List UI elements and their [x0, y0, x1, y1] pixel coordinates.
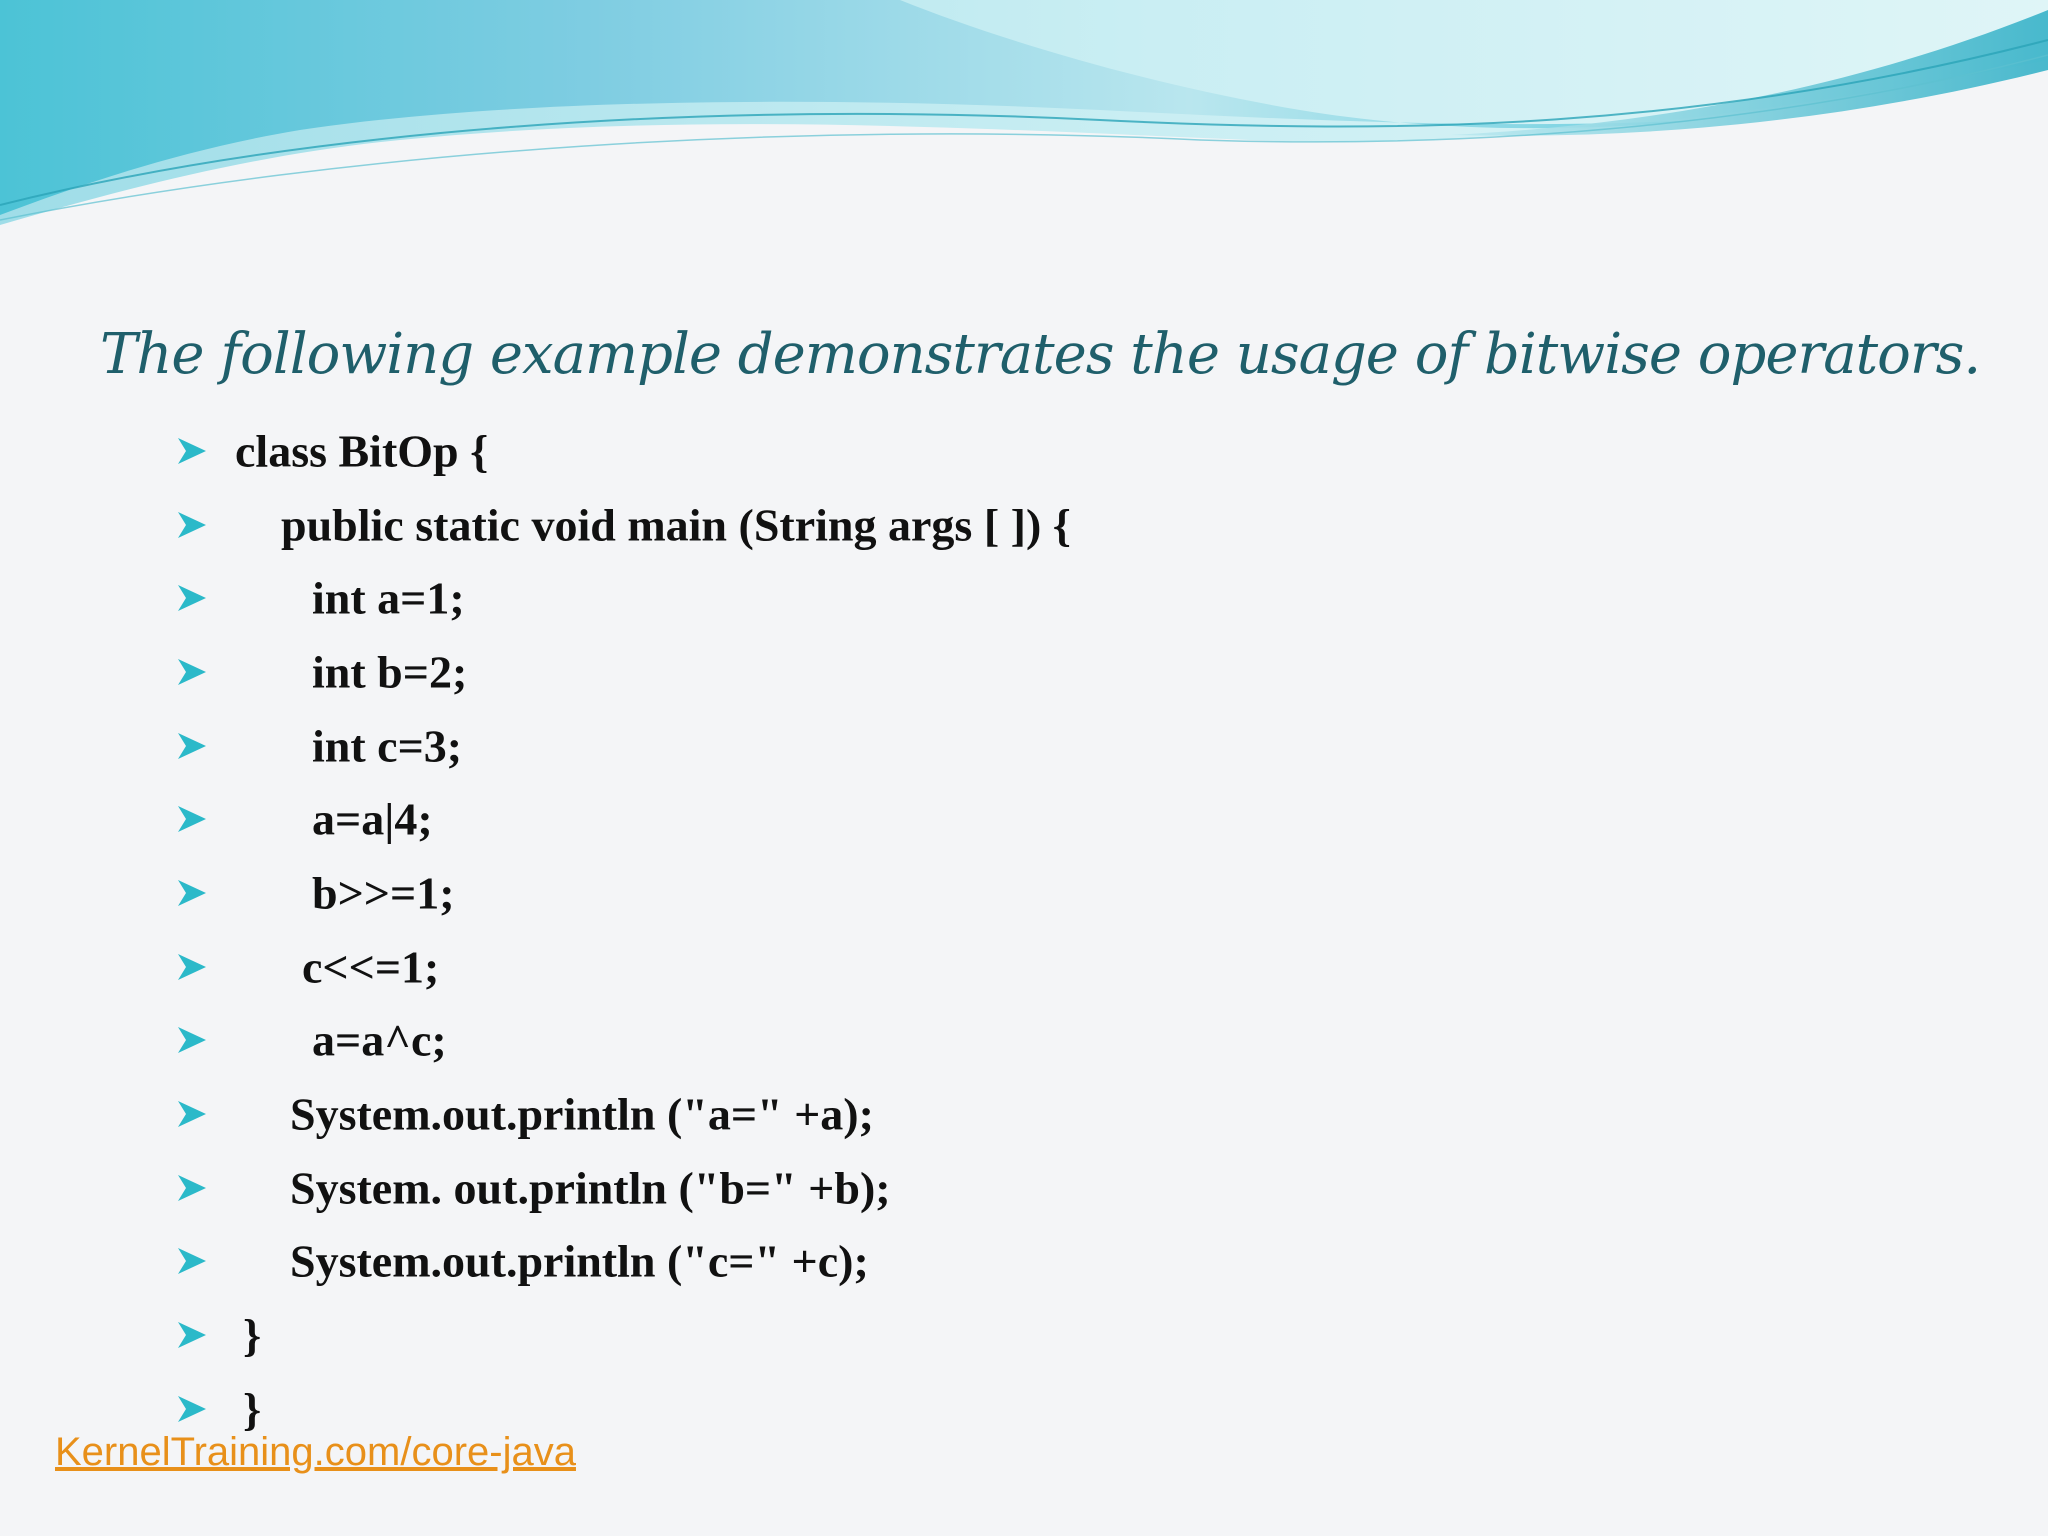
code-line: c<<=1; [302, 941, 440, 993]
code-line: class BitOp { [235, 425, 489, 477]
arrowhead-bullet-icon [175, 1244, 209, 1278]
code-line: public static void main (String args [ ]) { [281, 499, 1071, 551]
code-line: a=a^c; [312, 1014, 447, 1066]
arrowhead-bullet-icon [175, 1171, 209, 1205]
footer-link[interactable]: KernelTraining.com/core-java [55, 1430, 576, 1474]
arrowhead-bullet-icon [175, 581, 209, 615]
code-line: } [243, 1383, 262, 1435]
code-line: b>>=1; [312, 867, 455, 919]
code-line: } [243, 1309, 262, 1361]
arrowhead-bullet-icon [175, 950, 209, 984]
code-line: int b=2; [312, 646, 468, 698]
arrowhead-bullet-icon [175, 1023, 209, 1057]
arrowhead-bullet-icon [175, 1318, 209, 1352]
code-line: System.out.println ("a=" +a); [290, 1088, 874, 1140]
code-line: int a=1; [312, 572, 465, 624]
code-line: System.out.println ("c=" +c); [290, 1235, 869, 1287]
code-line: int c=3; [312, 720, 463, 772]
arrowhead-bullet-icon [175, 1392, 209, 1426]
arrowhead-bullet-icon [175, 434, 209, 468]
slide-title: The following example demonstrates the usage of bitwise operators. [100, 322, 1981, 387]
arrowhead-bullet-icon [175, 802, 209, 836]
code-line: System. out.println ("b=" +b); [290, 1162, 891, 1214]
wave-header-decoration [0, 0, 2048, 240]
arrowhead-bullet-icon [175, 1097, 209, 1131]
arrowhead-bullet-icon [175, 729, 209, 763]
arrowhead-bullet-icon [175, 876, 209, 910]
arrowhead-bullet-icon [175, 508, 209, 542]
code-line: a=a|4; [312, 793, 433, 845]
arrowhead-bullet-icon [175, 655, 209, 689]
